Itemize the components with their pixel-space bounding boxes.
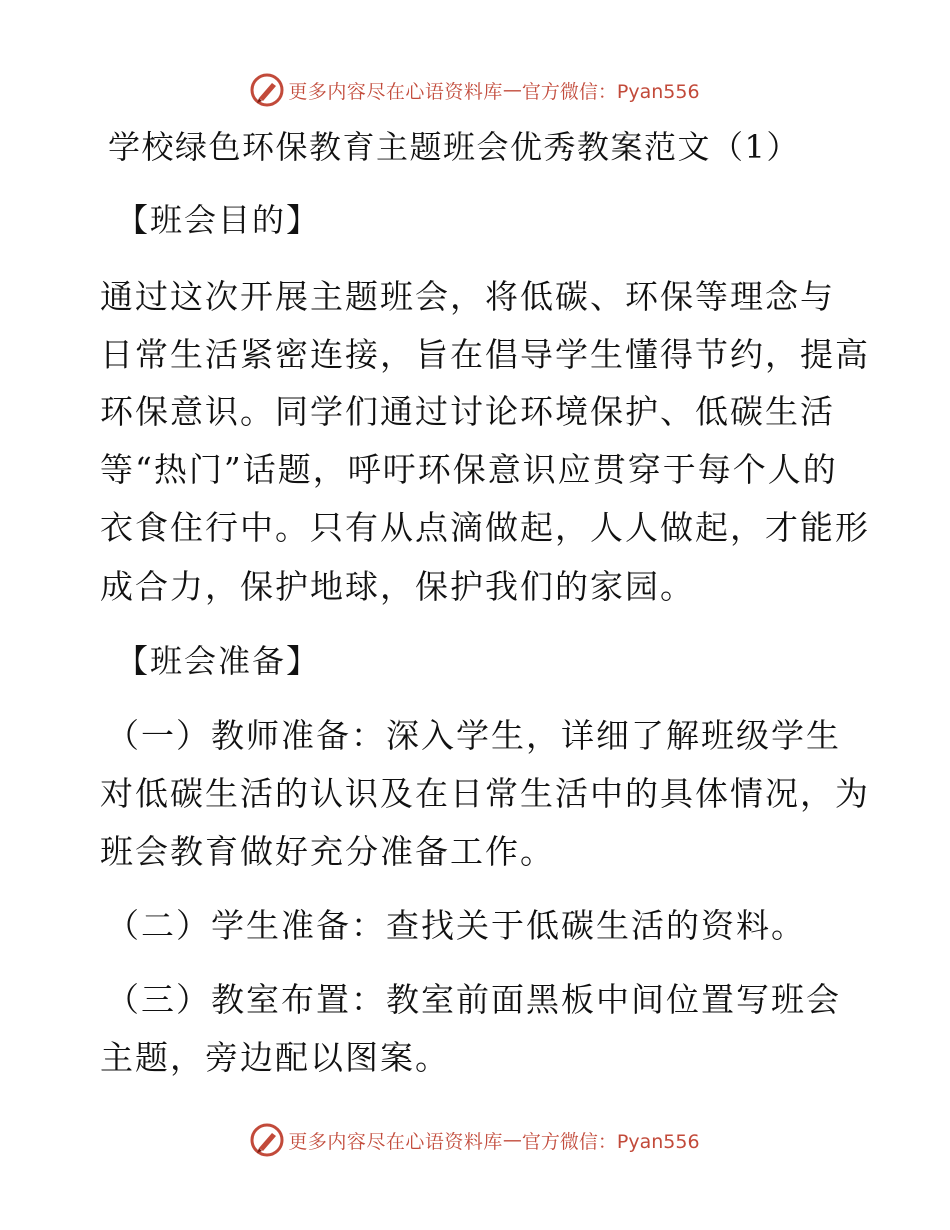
banner-separator: — xyxy=(502,79,522,101)
paragraph-line: 通过这次开展主题班会，将低碳、环保等理念与 xyxy=(100,277,835,316)
section-heading-purpose: 【班会目的】 xyxy=(116,201,321,239)
footer-banner xyxy=(0,1120,950,1160)
prep-item-teacher-cont: 班会教育做好充分准备工作。 xyxy=(100,832,555,871)
document-title: 学校绿色环保教育主题班会优秀教案范文（1） xyxy=(108,128,800,166)
prep-item-classroom-cont: 主题，旁边配以图案。 xyxy=(100,1038,450,1077)
banner-account-text: 官方微信：Pyan556 xyxy=(521,80,700,103)
prep-item-teacher: （一）教师准备：深入学生，详细了解班级学生 xyxy=(106,716,841,755)
paragraph-line: 环保意识。同学们通过讨论环境保护、低碳生活 xyxy=(100,392,835,431)
prep-item-student: （二）学生准备：查找关于低碳生活的资料。 xyxy=(106,906,806,945)
pen-logo-icon xyxy=(250,1123,284,1157)
section-heading-preparation: 【班会准备】 xyxy=(116,642,321,680)
banner-account-text: 官方微信：Pyan556 xyxy=(521,1130,700,1153)
banner-separator: — xyxy=(502,1129,522,1151)
paragraph-line: 等“热门”话题，呼吁环保意识应贯穿于每个人的 xyxy=(100,450,838,489)
prep-item-classroom: （三）教室布置：教室前面黑板中间位置写班会 xyxy=(106,980,841,1019)
paragraph-line: 成合力，保护地球，保护我们的家园。 xyxy=(100,567,695,606)
header-banner xyxy=(0,70,950,110)
prep-item-teacher-cont: 对低碳生活的认识及在日常生活中的具体情况，为 xyxy=(100,774,870,813)
banner-promo-text: 更多内容尽在心语资料库 xyxy=(288,80,503,103)
paragraph-line: 日常生活紧密连接，旨在倡导学生懂得节约，提高 xyxy=(100,335,870,374)
banner-promo-text: 更多内容尽在心语资料库 xyxy=(288,1130,503,1153)
paragraph-line: 衣食住行中。只有从点滴做起，人人做起，才能形 xyxy=(100,508,870,547)
pen-logo-icon xyxy=(250,73,284,107)
